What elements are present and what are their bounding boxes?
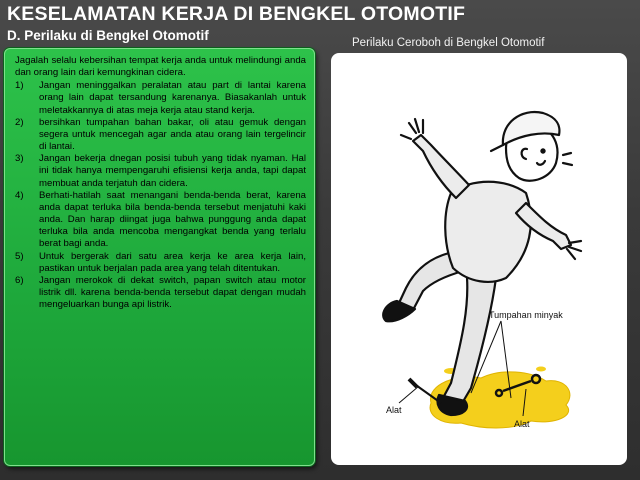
rules-list xyxy=(15,80,306,311)
item-text: Berhati-hatilah saat menangani benda-benda berat, karena anda dapat terluka bila benda-benda tersebut menjatuhi kaki anda. Dan harap diingat juga bahwa punggung anda dapat terluka bila anda mencoba mengangkat benda yang terlalu berat bagi anda. xyxy=(39,189,306,250)
item-number: 5) xyxy=(15,250,24,262)
rules-panel xyxy=(4,48,315,466)
list-item xyxy=(15,80,306,116)
illustration-caption: Perilaku Ceroboh di Bengkel Otomotif xyxy=(352,37,545,49)
intro-text: Jagalah selalu kebersihan tempat kerja anda untuk melindungi anda dan orang lain dari kemungkinan cidera. xyxy=(15,55,306,79)
worker-figure xyxy=(383,112,581,415)
item-text: Untuk bergerak dari satu area kerja ke area kerja lain, pastikan untuk berjalan pada area yang telah ditentukan. xyxy=(39,250,306,274)
slide-title: KESELAMATAN KERJA DI BENGKEL OTOMOTIF xyxy=(7,3,466,25)
list-item xyxy=(15,153,306,189)
tool-right-label: Alat xyxy=(514,419,530,429)
slide-subtitle: D. Perilaku di Bengkel Otomotif xyxy=(7,28,209,43)
item-number: 3) xyxy=(15,153,24,165)
item-text: Jangan bekerja dnegan posisi tubuh yang tidak nyaman. Hal ini tidak hanya mempengaruhi efisiensi kerja anda, tapi dapat membuat anda terjatuh dan cidera. xyxy=(39,153,306,189)
list-item xyxy=(15,251,306,275)
list-item xyxy=(15,275,306,311)
list-item xyxy=(15,117,306,153)
illustration-image xyxy=(331,53,627,465)
item-text: Jangan meninggalkan peralatan atau part di lantai karena orang lain dapat tersandung karenanya. Biasakanlah untuk meletakkannya di atas meja kerja atau stand kerja. xyxy=(39,80,306,116)
item-number: 1) xyxy=(15,80,24,92)
item-number: 6) xyxy=(15,274,24,286)
item-text: Jangan merokok di dekat switch, papan switch atau motor listrik dll. karena benda-benda tersebut dapat dengan mudah mengeluarkan bunga api listrik. xyxy=(39,274,306,311)
item-text: bersihkan tumpahan bahan bakar, oli atau gemuk dengan segera untuk mencegah agar anda atau orang lain tergelincir di lantai. xyxy=(39,116,306,153)
item-number: 2) xyxy=(15,116,24,128)
item-number: 4) xyxy=(15,189,24,201)
tool-left-label: Alat xyxy=(386,405,402,415)
spill-label: Tumpahan minyak xyxy=(489,310,563,320)
list-item xyxy=(15,190,306,251)
slipping-worker-illustration xyxy=(331,53,627,465)
